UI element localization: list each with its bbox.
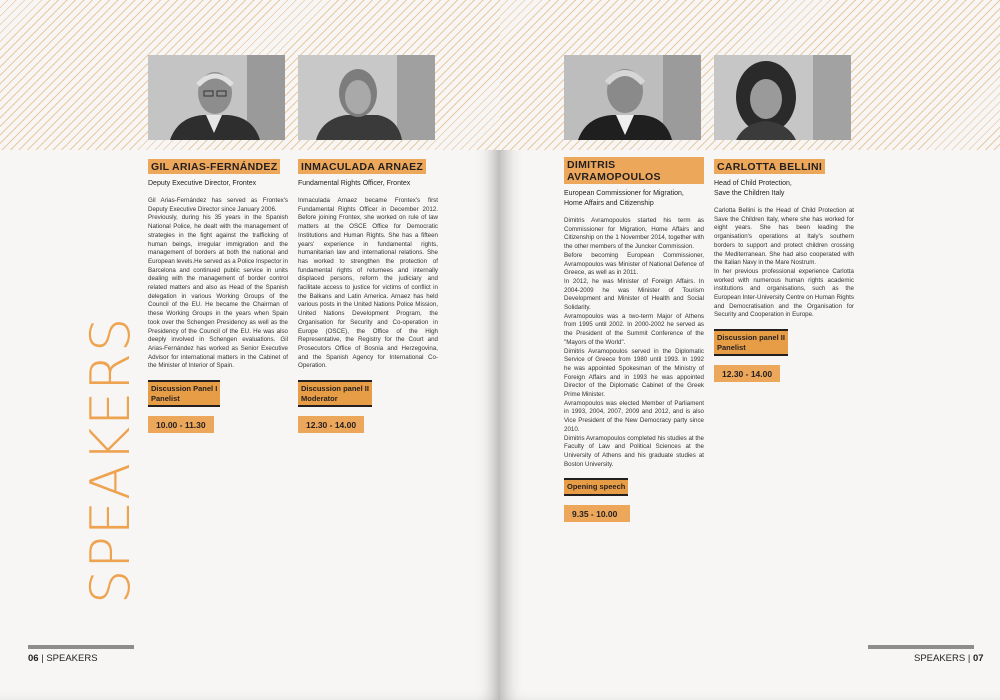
session-role: Moderator: [301, 393, 338, 403]
speaker-bio: [564, 217, 704, 469]
speaker-role: [564, 189, 704, 209]
bio-paragraph: Dimitris Avramopoulos completed his studies at the Faculty of Law and Political Sciences at the University of Athens and his graduate studies at Boston University.: [564, 434, 704, 468]
speaker-photo-arnaez: [298, 55, 435, 140]
bio-paragraph: Avramopoulos was elected Member of Parliament in 1993, 2004, 2007, 2009 and 2012, and is also Vice President of the New Democracy party since 2010.: [564, 399, 704, 433]
footer-label: SPEAKERS: [914, 653, 966, 664]
session-title: Discussion Panel I: [151, 384, 218, 394]
bio-paragraph: Inmaculada Arnaez became Frontex's first Fundamental Rights Officer in December 2012. Before joining Frontex, she worked on rule of law matters at the OSCE Office for Democratic Institutions and Human Rights. She has a fifteen years' experience in fundamental rights, humanitarian law and international relations. She has worked to strengthen the protection of fundamental rights of returnees and internally displaced persons, reform the judiciary and facilitate access to justice for victims of conflict in the Balkans and Latin America. Arnaez has held various posts in the United Nations Police Mission, United Nations Development Program, the Organisation for Security and Co-operation in Europe (OSCE), the Office of the High Representative, the Registry for the Court and Prosecutors Office of Bosnia and Herzegovina, and the Spanish Agency for International Co-Operation.: [298, 197, 438, 370]
speaker-photo-arias-fernandez: [148, 55, 285, 140]
session-title: Discussion panel II: [717, 333, 785, 343]
speaker-card-avramopoulos: [564, 157, 704, 522]
footer-separator: |: [967, 653, 971, 664]
session-label: [148, 380, 220, 407]
speaker-bio: [298, 197, 438, 371]
portrait-man-suit: [564, 55, 701, 140]
session-time: 12.30 - 14.00: [298, 416, 364, 433]
speaker-bio: [714, 207, 854, 320]
speaker-photo-avramopoulos: [564, 55, 701, 140]
portrait-woman: [298, 55, 435, 140]
speaker-name: INMACULADA ARNAEZ: [298, 159, 426, 174]
bio-paragraph: Previously, during his 35 years in the Spanish National Police, he dealt with the management of strategies in the fight against the trafficking of human beings, irregular immigration and the management of borders at both the national and European levels.He served as a Police Inspector in Barcelona and continued public service in units dealing with the management of border control related matters and also as Head of the Spanish delegation in various Working Groups of the Council of the EU. He became the Chairman of these Working Groups in the years when Spain took over the Schengen Presidency as well as the Presidency of the Council of the EU. He was also deeply involved in Schengen evaluations. Gil Arias-Fernández has worked as Senior Executive Advisor for international matters in the Cabinet of the Minister of Interior of Spain.: [148, 214, 288, 370]
speaker-card-arias-fernandez: [148, 157, 288, 433]
speaker-name: CARLOTTA BELLINI: [714, 159, 825, 174]
speaker-card-bellini: [714, 157, 854, 382]
bio-paragraph: In 2012, he was Minister of Foreign Affairs. In 2004-2009 he was Minister of Tourism Development and Minister of Health and Social Solidarity.: [564, 277, 704, 312]
session-label: [564, 478, 628, 496]
speaker-bio: [148, 197, 288, 371]
speaker-role: Fundamental Rights Officer, Frontex: [298, 180, 411, 187]
speaker-role-line: Save the Children Italy: [714, 190, 785, 197]
session-time: 9.35 - 10.00: [564, 505, 630, 522]
session-label: [298, 380, 372, 407]
section-title-vertical: SPEAKERS: [79, 316, 142, 604]
page-number: 07: [972, 653, 984, 664]
footer-right: [914, 653, 984, 664]
bio-paragraph: Avramopoulos was a two-term Major of Athens from 1995 until 2002. In 2000-2002 he served as the President of the Summit Conference of the "Mayors of the World".: [564, 312, 704, 346]
speaker-photo-bellini: [714, 55, 851, 140]
session-label: [714, 329, 788, 356]
page-number: 06: [28, 653, 39, 664]
speaker-role-line: Home Affairs and Citizenship: [564, 200, 654, 207]
footer-left: [28, 653, 98, 664]
session-title: Discussion panel II: [301, 384, 369, 394]
bio-paragraph: Gil Arias-Fernández has served as Frontex's Deputy Executive Director since January 2006.: [148, 197, 288, 213]
bio-paragraph: Carlotta Bellini is the Head of Child Protection at Save the Children Italy, where she has worked for eight years. She has been leading the organisation's operations at Italy's southern borders to support and protect children crossing the Mediterranean. She had also cooperated with the Italian Navy in the Mare Nostrum.: [714, 207, 854, 267]
session-title: Opening speech: [567, 482, 626, 492]
speaker-role: Deputy Executive Director, Frontex: [148, 180, 257, 187]
footer-label: SPEAKERS: [46, 653, 98, 664]
bio-paragraph: Dimitris Avramopoulos started his term as Commissioner for Migration, Home Affairs and Citizenship on the 1 November 2014, together with the other members of the Juncker Commission.: [564, 217, 704, 251]
session-role: Panelist: [717, 342, 746, 352]
session-time: 12.30 - 14.00: [714, 365, 780, 382]
bio-paragraph: In her previous professional experience Carlotta worked with numerous human rights academic institutions and organisations, such as the European Inter-University Centre on Human Rights and Democratisation and the Organisation for Security and Cooperation in Europe.: [714, 267, 854, 319]
footer-rule-right: [868, 645, 974, 649]
bio-paragraph: Dimitris Avramopoulos served in the Diplomatic Service of Greece from 1980 until 1993. In 1992 he was appointed Spokesman of the Ministry of Foreign Affairs and in 1993 he was appointed Director of the Diplomatic Cabinet of the Greek Prime Minister.: [564, 347, 704, 399]
speaker-role-line: Head of Child Protection,: [714, 180, 792, 187]
speaker-role: [714, 179, 854, 199]
footer-separator: |: [41, 653, 44, 664]
right-page: [500, 0, 1000, 700]
portrait-man-glasses: [148, 55, 285, 140]
speaker-name: DIMITRIS AVRAMOPOULOS: [564, 157, 704, 184]
portrait-woman-curly-hair: [714, 55, 851, 140]
footer-rule-left: [28, 645, 134, 649]
speaker-name: GIL ARIAS-FERNÁNDEZ: [148, 159, 280, 174]
speaker-role-line: European Commissioner for Migration,: [564, 190, 684, 197]
session-time: 10.00 - 11.30: [148, 416, 214, 433]
bio-paragraph: Before becoming European Commissioner, Avramopoulos was Minister of National Defence of Greece, as well as in 2011.: [564, 251, 704, 277]
session-role: Panelist: [151, 393, 180, 403]
speaker-card-arnaez: [298, 157, 438, 433]
